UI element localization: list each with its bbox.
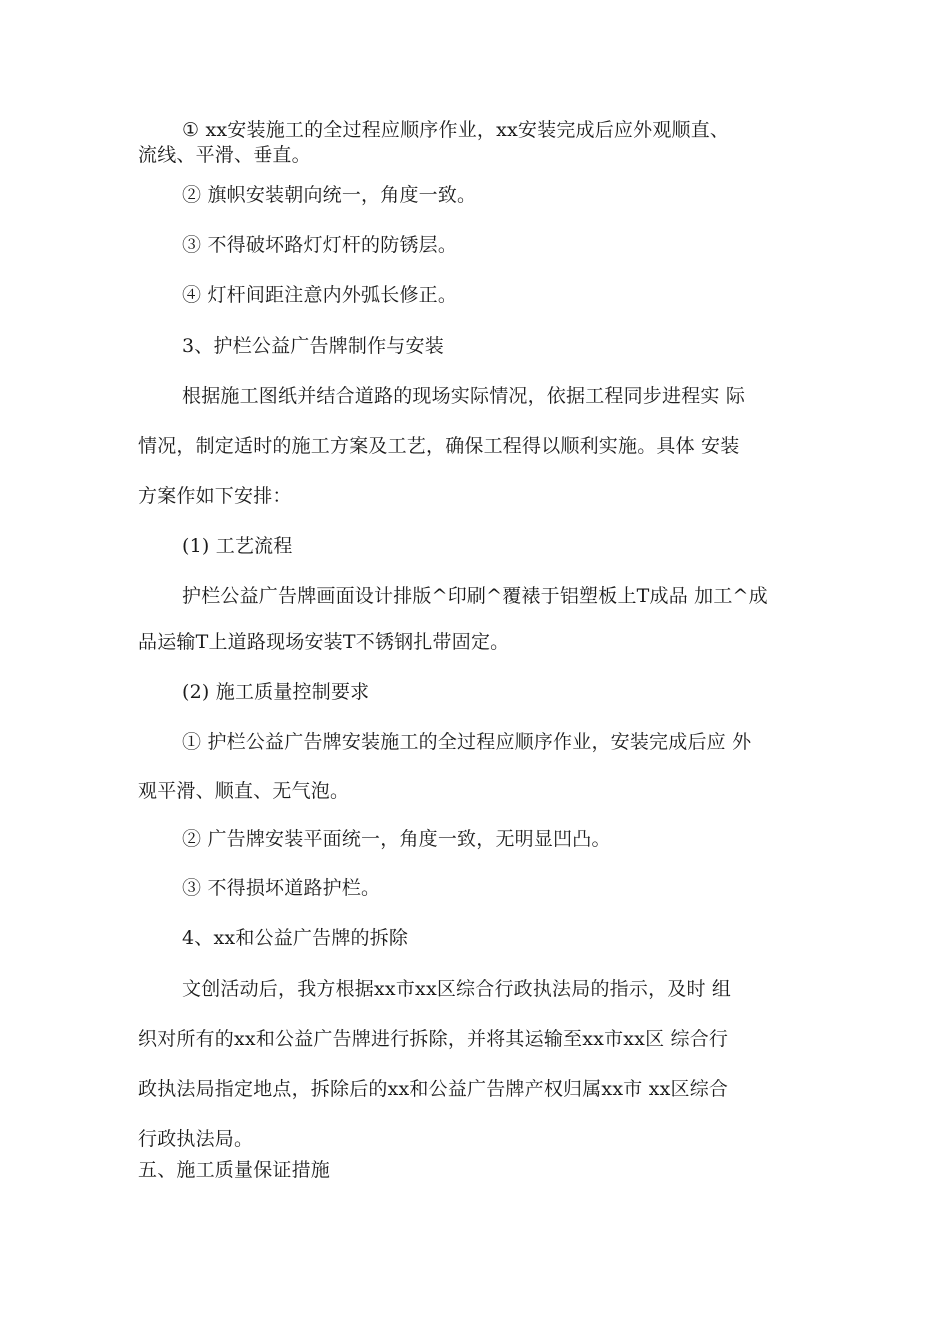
paragraph-line-4: ③ 不得破坏路灯灯杆的防锈层。 <box>182 234 458 256</box>
paragraph-line-8: 情况，制定适时的施工方案及工艺，确保工程得以顺利实施。具体 安装 <box>138 435 740 457</box>
paragraph-line-19: 文创活动后，我方根据xx市xx区综合行政执法局的指示，及时 组 <box>182 978 732 1000</box>
paragraph-line-14: ① 护栏公益广告牌安装施工的全过程应顺序作业，安装完成后应 外 <box>182 731 752 753</box>
paragraph-line-15: 观平滑、顺直、无气泡。 <box>138 780 350 802</box>
paragraph-line-3: ② 旗帜安装朝向统一，角度一致。 <box>182 184 477 206</box>
paragraph-line-9: 方案作如下安排： <box>138 485 292 507</box>
subheading-process-flow: (1) 工艺流程 <box>182 535 293 557</box>
chapter-heading-5: 五、施工质量保证措施 <box>138 1159 331 1181</box>
paragraph-line-1: ① xx安装施工的全过程应顺序作业，xx安装完成后应外观顺直、 <box>182 119 730 141</box>
paragraph-line-20: 织对所有的xx和公益广告牌进行拆除，并将其运输至xx市xx区 综合行 <box>138 1028 729 1050</box>
subheading-quality-control: (2) 施工质量控制要求 <box>182 681 370 703</box>
paragraph-line-2: 流线、平滑、垂直。 <box>138 144 311 166</box>
paragraph-line-17: ③ 不得损坏道路护栏。 <box>182 877 381 899</box>
paragraph-line-12: 品运输T上道路现场安装T不锈钢扎带固定。 <box>138 631 510 653</box>
paragraph-line-7: 根据施工图纸并结合道路的现场实际情况，依据工程同步进程实 际 <box>182 385 746 407</box>
paragraph-line-16: ② 广告牌安装平面统一，角度一致，无明显凹凸。 <box>182 828 611 850</box>
section-heading-3: 3、护栏公益广告牌制作与安装 <box>182 335 444 357</box>
paragraph-line-11: 护栏公益广告牌画面设计排版^印刷^覆裱于铝塑板上T成品 加工^成 <box>182 585 768 607</box>
paragraph-line-5: ④ 灯杆间距注意内外弧长修正。 <box>182 284 458 306</box>
paragraph-line-22: 行政执法局。 <box>138 1128 254 1150</box>
paragraph-line-21: 政执法局指定地点，拆除后的xx和公益广告牌产权归属xx市 xx区综合 <box>138 1078 729 1100</box>
section-heading-4: 4、xx和公益广告牌的拆除 <box>182 927 409 949</box>
